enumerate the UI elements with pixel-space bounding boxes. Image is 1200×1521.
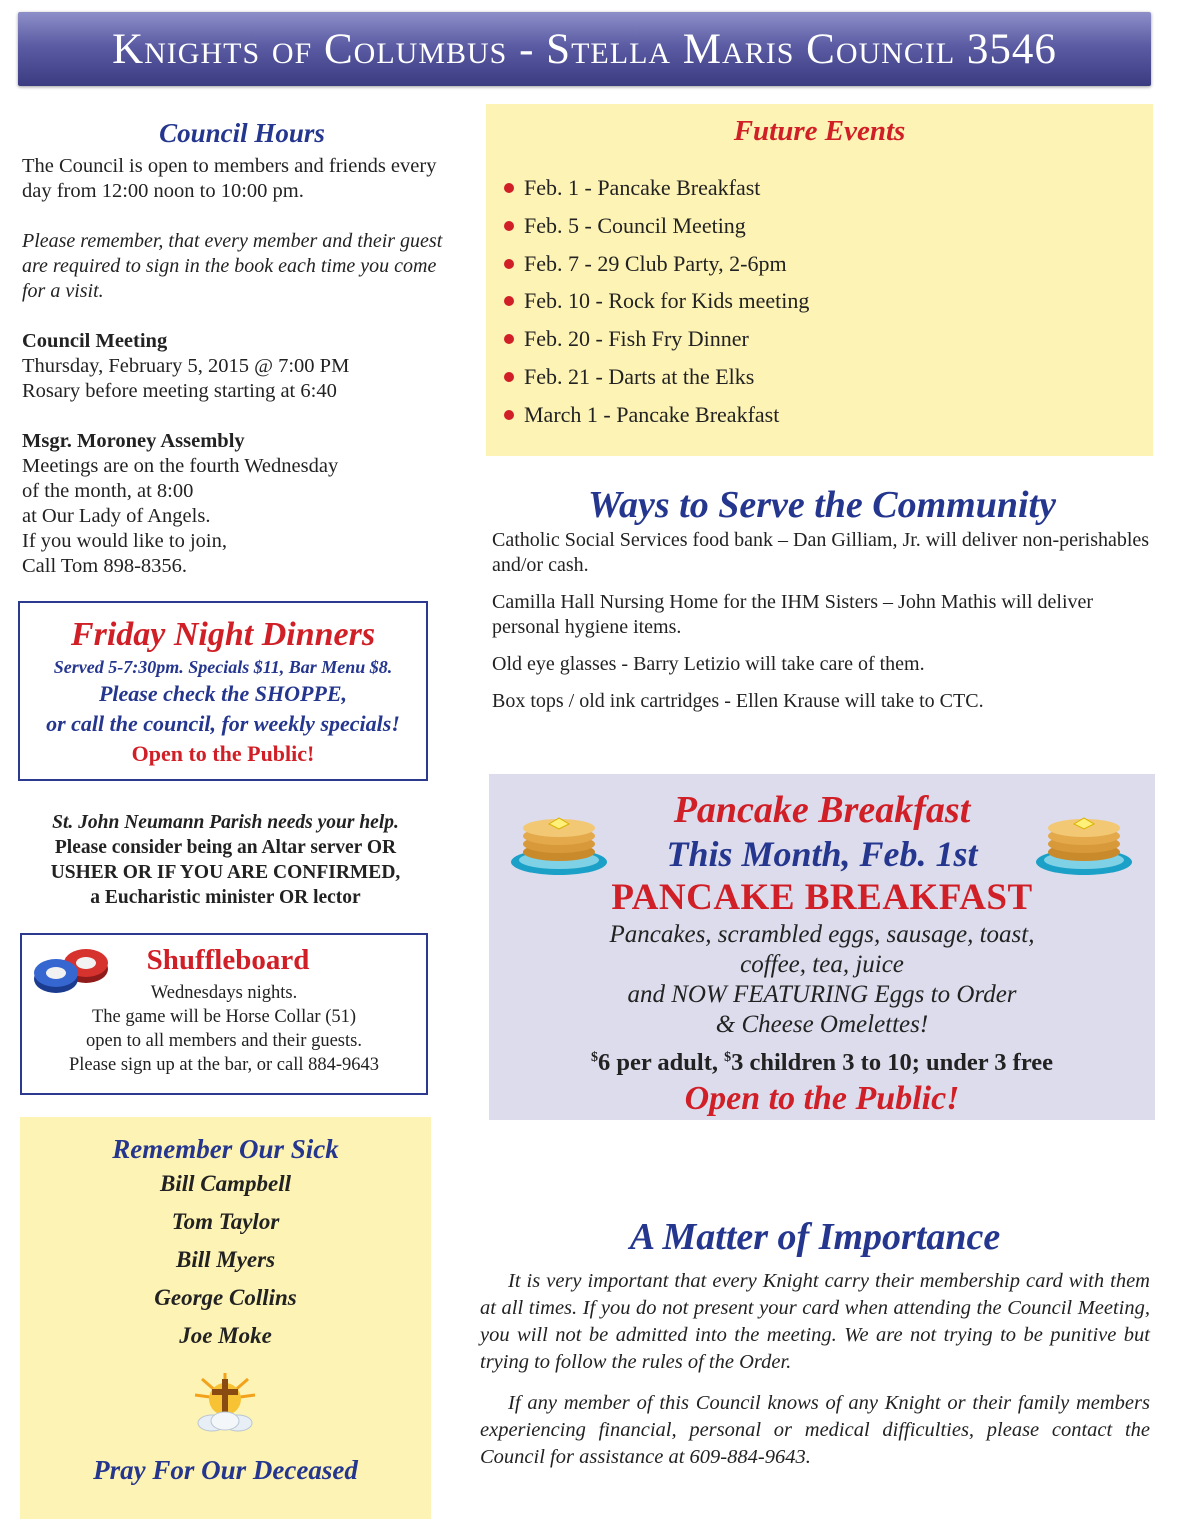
- shuffleboard-title: Shuffleboard: [146, 944, 310, 976]
- council-hours-title: Council Hours: [159, 118, 325, 148]
- event-label: Feb. 21 - Darts at the Elks: [524, 363, 755, 389]
- pancake-desc: and NOW FEATURING Eggs to Order: [627, 981, 1017, 1008]
- event-label: Feb. 20 - Fish Fry Dinner: [524, 326, 749, 352]
- price-child: 3 children 3 to 10; under 3 free: [731, 1049, 1054, 1077]
- list-item: [502, 282, 1153, 320]
- price-adult: 6 per adult,: [597, 1049, 725, 1077]
- pancake-subtitle: This Month, Feb. 1st: [666, 834, 978, 874]
- remember-sick-title: Remember Our Sick: [112, 1134, 339, 1164]
- council-meeting-rosary: Rosary before meeting starting at 6:40: [22, 380, 337, 402]
- friday-dinners-line: or call the council, for weekly specials!: [46, 711, 400, 736]
- serve-community-title: Ways to Serve the Community: [588, 484, 1056, 526]
- list-item: [502, 358, 1153, 396]
- assembly-line: at Our Lady of Angels.: [22, 505, 211, 527]
- assembly-line: If you would like to join,: [22, 530, 227, 552]
- sign-in-note: Please remember, that every member and their guest are required to sign in the book each time you come for a visit.: [22, 230, 443, 302]
- pancake-desc: coffee, tea, juice: [740, 951, 904, 978]
- friday-dinners-line: Please check the SHOPPE,: [98, 681, 348, 706]
- bullet-dot-icon: [504, 259, 514, 269]
- bullet-dot-icon: [504, 372, 514, 382]
- shuffleboard-line: The game will be Horse Collar (51): [91, 1007, 357, 1027]
- friday-dinners-open: Open to the Public!: [131, 741, 315, 766]
- list-item: [502, 169, 1153, 207]
- serve-item: Catholic Social Services food bank – Dan Gilliam, Jr. will deliver non-perishables and/or cash.: [492, 529, 1150, 576]
- assembly-line: Call Tom 898-8356.: [22, 555, 188, 577]
- price-dollar: $: [724, 1050, 732, 1065]
- pancake-stack-icon: [509, 800, 609, 880]
- header-banner: [18, 12, 1151, 86]
- bullet-dot-icon: [504, 183, 514, 193]
- friday-dinners-served: Served 5-7:30pm. Specials $11, Bar Menu $8.: [53, 657, 393, 677]
- list-item: [502, 320, 1153, 358]
- council-meeting-block: [22, 329, 462, 404]
- bullet-dot-icon: [504, 334, 514, 344]
- assembly-line: of the month, at 8:00: [22, 480, 194, 502]
- event-label: Feb. 5 - Council Meeting: [524, 212, 746, 238]
- shuffleboard-box: [20, 933, 428, 1095]
- event-label: March 1 - Pancake Breakfast: [524, 401, 780, 427]
- pancake-price: [489, 1042, 1155, 1079]
- page-title: Knights of Columbus - Stella Maris Council 3546: [112, 25, 1057, 73]
- parish-line: a Eucharistic minister OR lector: [90, 887, 361, 908]
- pancake-stack-icon: [1034, 800, 1134, 880]
- sick-name: George Collins: [154, 1285, 297, 1310]
- friday-dinners-box: [18, 601, 428, 781]
- list-item: [502, 207, 1153, 245]
- pancake-desc: & Cheese Omelettes!: [715, 1011, 929, 1038]
- shuffleboard-pucks-icon: [28, 941, 112, 997]
- matter-paragraph: It is very important that every Knight carry their membership card with them at all times. If you do not present your card when attending the Council Meeting, you will not be admitted into the meeting. We are not trying to be punitive but trying to follow the rules of the Order.: [480, 1270, 1150, 1373]
- bullet-dot-icon: [504, 410, 514, 420]
- shuffleboard-line: Please sign up at the bar, or call 884-9643: [68, 1055, 380, 1075]
- council-hours-text: The Council is open to members and friends every day from 12:00 noon to 10:00 pm.: [22, 155, 437, 202]
- pray-deceased-title: Pray For Our Deceased: [93, 1455, 358, 1485]
- pancake-heading: PANCAKE BREAKFAST: [611, 877, 1033, 918]
- future-events-list: [486, 169, 1153, 434]
- future-events-box: [486, 104, 1153, 456]
- sick-name: Joe Moke: [179, 1323, 272, 1348]
- cross-sunburst-icon: [192, 1371, 258, 1435]
- pancake-desc: Pancakes, scrambled eggs, sausage, toast,: [609, 921, 1035, 948]
- serve-item: Box tops / old ink cartridges - Ellen Krause will take to CTC.: [492, 690, 984, 712]
- council-hours-section: [22, 116, 462, 579]
- sick-name: Tom Taylor: [171, 1209, 280, 1234]
- remember-sick-box: [20, 1117, 431, 1519]
- sick-name: Bill Myers: [175, 1247, 276, 1272]
- price-dollar: $: [590, 1050, 598, 1065]
- sick-name: Bill Campbell: [160, 1171, 291, 1196]
- list-item: [502, 245, 1153, 283]
- matter-paragraph: If any member of this Council knows of any Knight or their family members experiencing financial, personal or medical difficulties, please contact the Council for assistance at 609-884-9643.: [480, 1392, 1150, 1468]
- assembly-block: [22, 429, 462, 579]
- parish-line: USHER OR IF YOU ARE CONFIRMED,: [50, 862, 401, 883]
- matter-importance-title: A Matter of Importance: [629, 1216, 1001, 1258]
- council-meeting-heading: Council Meeting: [22, 330, 168, 352]
- serve-community-section: [492, 482, 1152, 726]
- parish-notice: [18, 810, 433, 910]
- serve-item: Camilla Hall Nursing Home for the IHM Sisters – John Mathis will deliver personal hygiene items.: [492, 591, 1094, 638]
- event-label: Feb. 10 - Rock for Kids meeting: [524, 288, 810, 314]
- bullet-dot-icon: [504, 221, 514, 231]
- parish-line: Please consider being an Altar server OR: [54, 837, 397, 858]
- bullet-dot-icon: [504, 296, 514, 306]
- serve-item: Old eye glasses - Barry Letizio will take care of them.: [492, 653, 925, 675]
- pancake-open: Open to the Public!: [684, 1080, 960, 1118]
- event-label: Feb. 7 - 29 Club Party, 2-6pm: [524, 250, 787, 276]
- future-events-title: Future Events: [733, 115, 906, 147]
- council-meeting-date: Thursday, February 5, 2015 @ 7:00 PM: [22, 355, 350, 377]
- shuffleboard-line: Wednesdays nights.: [150, 983, 298, 1003]
- assembly-line: Meetings are on the fourth Wednesday: [22, 455, 339, 477]
- assembly-heading: Msgr. Moroney Assembly: [22, 430, 245, 452]
- parish-line: St. John Neumann Parish needs your help.: [52, 812, 399, 833]
- friday-dinners-title: Friday Night Dinners: [70, 616, 376, 653]
- pancake-breakfast-box: [489, 774, 1155, 1120]
- shuffleboard-line: open to all members and their guests.: [86, 1031, 362, 1051]
- list-item: [502, 396, 1153, 434]
- event-label: Feb. 1 - Pancake Breakfast: [524, 175, 761, 200]
- matter-importance-section: [480, 1214, 1150, 1485]
- pancake-title: Pancake Breakfast: [673, 789, 971, 831]
